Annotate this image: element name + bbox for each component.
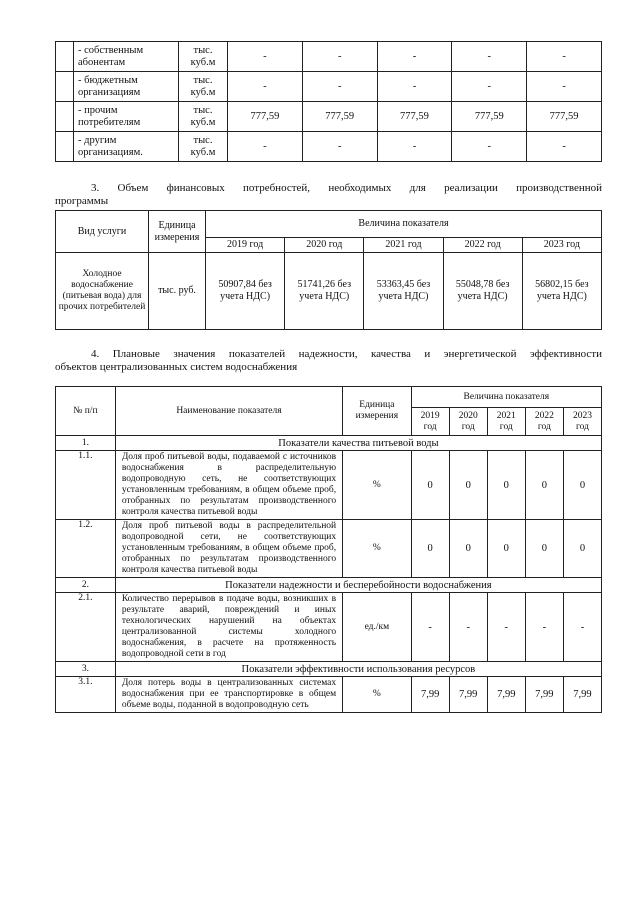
table3-section-title: Показатели эффективности использования ресурсов: [115, 662, 601, 677]
table2-value: 50907,84 без учета НДС): [206, 253, 285, 330]
section-4-line2: объектов централизованных систем водоснабжения: [55, 361, 298, 373]
table3-row-value: 7,99: [411, 677, 449, 713]
table3-row: [56, 593, 602, 662]
table3-row: [56, 677, 602, 713]
table3-row-num: 3.1.: [56, 677, 116, 713]
table1-blank-cell: [56, 42, 74, 72]
table3-year: 2019 год: [411, 408, 449, 436]
table3-row-value: 7,99: [525, 677, 563, 713]
table-reliability-indicators: [55, 386, 602, 713]
table1-value: -: [228, 42, 303, 72]
table1-value: -: [228, 132, 303, 162]
table1-unit: тыс. куб.м: [179, 102, 228, 132]
table1-value: 777,59: [377, 102, 452, 132]
table1-name: - прочим потребителям: [74, 102, 179, 132]
table3-row-name: [115, 451, 342, 520]
table1-value: 777,59: [302, 102, 377, 132]
table2-col-unit: Единица измерения: [149, 211, 206, 253]
section-3-line1: 3. Объем финансовых потребностей, необходимых для реализации производственной: [91, 182, 602, 194]
table3-col-num: № п/п: [56, 387, 116, 436]
table3-row-unit: %: [343, 451, 412, 520]
table1-row: [56, 102, 602, 132]
table2-value: 53363,45 без учета НДС): [364, 253, 443, 330]
table3-row-value: 0: [525, 520, 563, 578]
table3-row-value: -: [563, 593, 601, 662]
section-4-line1: 4. Плановые значения показателей надежности, качества и энергетической эффективности: [91, 348, 602, 360]
table3-row: [56, 520, 602, 578]
table3-row-value: -: [525, 593, 563, 662]
table3-row-value: 0: [487, 451, 525, 520]
table3-row-name: [115, 677, 342, 713]
table3-row-value: -: [449, 593, 487, 662]
table1-value: -: [377, 72, 452, 102]
table3-row-unit: %: [343, 677, 412, 713]
table2-header-row: [56, 211, 602, 238]
table3-row-name-text: Доля проб питьевой воды, подаваемой с источников водоснабжения в распределительную водопроводную сеть, не соответствующих установленным требованиям, в общем объеме проб, отобранных по результатам производственного контроля качества питьевой воды: [121, 452, 337, 517]
table1-value: -: [527, 42, 602, 72]
table3-year: 2021 год: [487, 408, 525, 436]
table1-value: -: [302, 72, 377, 102]
table3-row-value: 7,99: [563, 677, 601, 713]
table2-service: Холодное водоснабжение (питьевая вода) для прочих потребителей: [56, 253, 149, 330]
table3-section-num: 3.: [56, 662, 116, 677]
table3-section-row: [56, 662, 602, 677]
table2-data-row: [56, 253, 602, 330]
table1-unit: тыс. куб.м: [179, 42, 228, 72]
table2-unit: тыс. руб.: [149, 253, 206, 330]
table2-value: 51741,26 без учета НДС): [285, 253, 364, 330]
table3-row-name-text: Доля потерь воды в централизованных системах водоснабжения при ее транспортировке в общем объеме воды, поданной в водопроводную сеть: [121, 678, 337, 710]
table3-row-value: 0: [487, 520, 525, 578]
table1-value: 777,59: [228, 102, 303, 132]
table3-row-value: 0: [563, 451, 601, 520]
section-4-heading: [55, 348, 602, 374]
table1-value: -: [452, 42, 527, 72]
table1-value: -: [302, 42, 377, 72]
table3-year: 2023 год: [563, 408, 601, 436]
table3-row-value: 0: [411, 520, 449, 578]
table3-row-value: 7,99: [487, 677, 525, 713]
table3-section-row: [56, 436, 602, 451]
table3-row-value: -: [487, 593, 525, 662]
table3-year: 2020 год: [449, 408, 487, 436]
table3-row-num: 1.1.: [56, 451, 116, 520]
table3-row-num: 2.1.: [56, 593, 116, 662]
table1-blank-cell: [56, 72, 74, 102]
table3-row-value: 0: [449, 520, 487, 578]
table3-header-row: [56, 387, 602, 408]
table-financial-needs: [55, 210, 602, 330]
table1-value: -: [302, 132, 377, 162]
table3-row-name-text: Доля проб питьевой воды в распределительной водопроводной сети, не соответствующих установленным требованиям, в общем объеме проб, отобранных по результатам производственного контроля качества питьевой воды: [121, 521, 337, 575]
table3-section-row: [56, 578, 602, 593]
table3-row-value: 0: [563, 520, 601, 578]
table3-section-num: 2.: [56, 578, 116, 593]
table3-section-title: Показатели надежности и бесперебойности водоснабжения: [115, 578, 601, 593]
table1-name: - другим организациям.: [74, 132, 179, 162]
table1-value: -: [527, 132, 602, 162]
table3-col-unit: Единица измерения: [343, 387, 412, 436]
table2-col-value: Величина показателя: [206, 211, 602, 238]
table1-unit: тыс. куб.м: [179, 132, 228, 162]
table1-value: -: [452, 72, 527, 102]
table2-year: 2020 год: [285, 238, 364, 253]
table1-value: 777,59: [452, 102, 527, 132]
table-volume-supply: [55, 41, 602, 162]
table1-value: -: [377, 42, 452, 72]
table1-value: -: [527, 72, 602, 102]
table3-row-name: [115, 520, 342, 578]
table3-row-name-text: Количество перерывов в подаче воды, возникших в результате аварий, повреждений и иных технологических нарушений на объектах централизованной системы холодного водоснабжения, в расчете на протяженность водопроводной сети в год: [121, 594, 337, 659]
table1-row: [56, 132, 602, 162]
table3-row-name: [115, 593, 342, 662]
table3-section-title: Показатели качества питьевой воды: [115, 436, 601, 451]
table1-blank-cell: [56, 102, 74, 132]
table3-row-value: 0: [525, 451, 563, 520]
table3-row-value: -: [411, 593, 449, 662]
section-3-line2: программы: [55, 195, 109, 207]
table3-row-num: 1.2.: [56, 520, 116, 578]
table3-row-unit: ед./км: [343, 593, 412, 662]
table1-row: [56, 72, 602, 102]
table1-name: - бюджетным организациям: [74, 72, 179, 102]
table1-value: 777,59: [527, 102, 602, 132]
table3-year: 2022 год: [525, 408, 563, 436]
table3-section-num: 1.: [56, 436, 116, 451]
table3-col-name: Наименование показателя: [115, 387, 342, 436]
table2-col-service: Вид услуги: [56, 211, 149, 253]
table2-year: 2021 год: [364, 238, 443, 253]
table3-row-value: 0: [411, 451, 449, 520]
table1-name: - собственным абонентам: [74, 42, 179, 72]
table1-value: -: [452, 132, 527, 162]
table2-value: 55048,78 без учета НДС): [443, 253, 522, 330]
table3-row-value: 0: [449, 451, 487, 520]
table3-col-value: Величина показателя: [411, 387, 601, 408]
table2-value: 56802,15 без учета НДС): [522, 253, 601, 330]
table1-value: -: [228, 72, 303, 102]
table1-blank-cell: [56, 132, 74, 162]
table3-row-unit: %: [343, 520, 412, 578]
table1-unit: тыс. куб.м: [179, 72, 228, 102]
table1-value: -: [377, 132, 452, 162]
table2-year: 2022 год: [443, 238, 522, 253]
table2-year: 2023 год: [522, 238, 601, 253]
table3-row-value: 7,99: [449, 677, 487, 713]
table3-row: [56, 451, 602, 520]
table2-year: 2019 год: [206, 238, 285, 253]
table1-row: [56, 42, 602, 72]
section-3-heading: [55, 182, 602, 208]
